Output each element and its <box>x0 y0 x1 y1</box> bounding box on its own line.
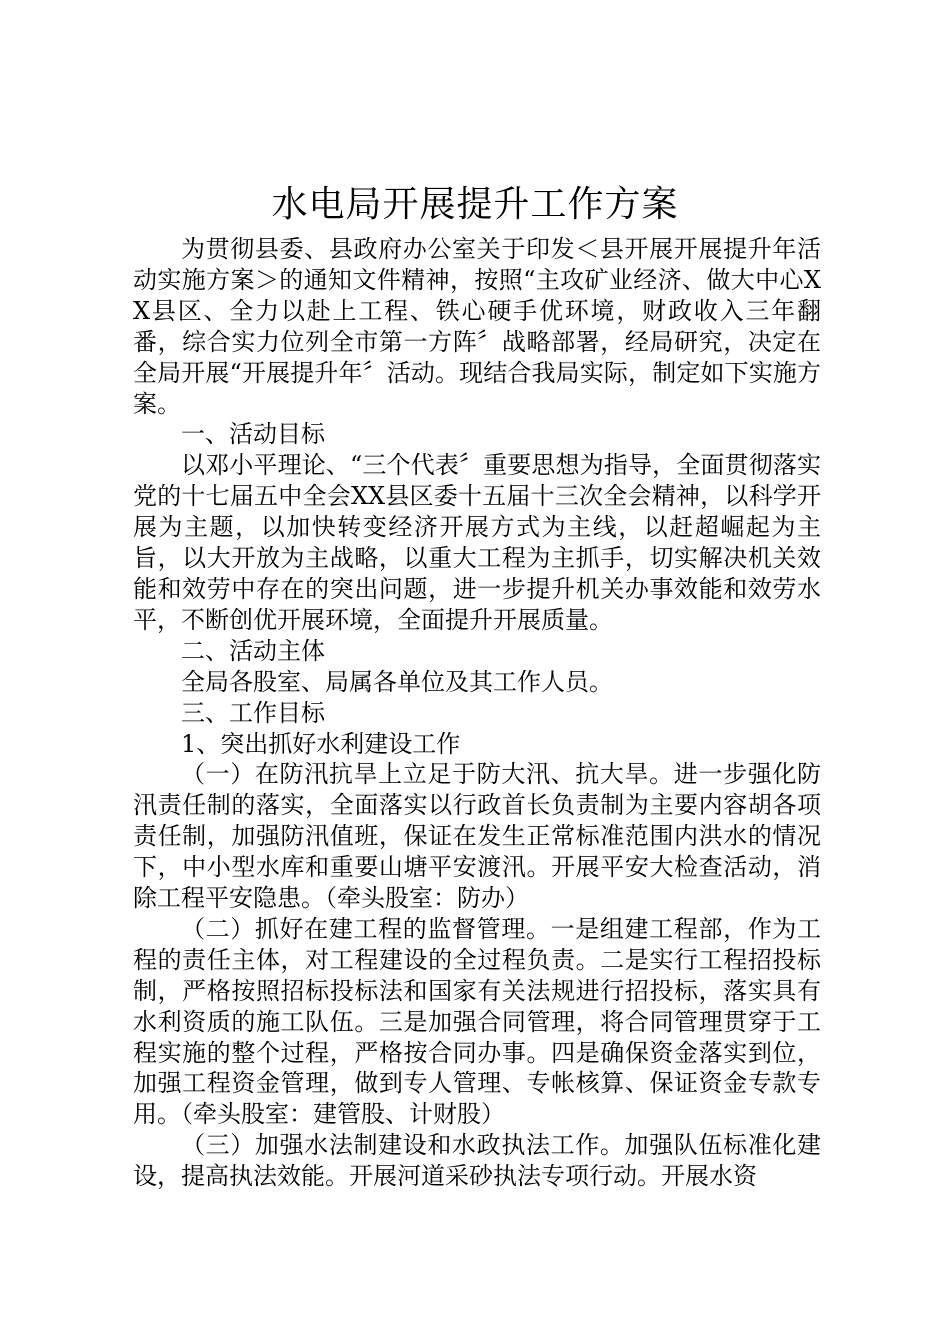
document-body <box>133 234 821 1192</box>
paragraph-project-supervision: （二）抓好在建工程的监督管理。一是组建工程部，作为工程的责任主体，对工程建设的全过程负责。二是实行工程招投标制，严格按照招标投标法和国家有关法规进行招投标，落实具有水利资质的施工队伍。三是加强合同管理，将合同管理贯穿于工程实施的整个过程，严格按合同办事。四是确保资金落实到位，加强工程资金管理，做到专人管理、专帐核算、保证资金专款专用。（牵头股室：建管股、计财股） <box>133 914 821 1129</box>
heading-work-goal: 三、工作目标 <box>181 698 325 727</box>
paragraph-flood-control: （一）在防汛抗旱上立足于防大汛、抗大旱。进一步强化防汛责任制的落实，全面落实以行政首长负责制为主要内容胡各项责任制，加强防汛值班，保证在发生正常标准范围内洪水的情况下，中小型水库和重要山塘平安渡汛。开展平安大检查活动，消除工程平安隐患。（牵头股室：防办） <box>133 760 821 913</box>
paragraph-intro: 为贯彻县委、县政府办公室关于印发＜县开展开展提升年活动实施方案＞的通知文件精神，按照“主攻矿业经济、做大中心XX县区、全力以赴上工程、铁心硬手优环境，财政收入三年翻番，综合实力位列全市第一方阵〞战略部署，经局研究，决定在全局开展“开展提升年〞活动。现结合我局实际，制定如下实施方案。 <box>133 235 821 418</box>
subheading-water-conservancy: 1、突出抓好水利建设工作 <box>181 729 461 758</box>
heading-activity-subject: 二、活动主体 <box>181 636 325 665</box>
paragraph-activity-goal: 以邓小平理论、“三个代表〞重要思想为指导，全面贯彻落实党的十七届五中全会XX县区委十五届十三次全会精神，以科学开展为主题，以加快转变经济开展方式为主线，以赶超崛起为主旨，以大开放为主战略，以重大工程为主抓手，切实解决机关效能和效劳中存在的突出问题，进一步提升机关办事效能和效劳水平，不断创优开展环境，全面提升开展质量。 <box>133 451 821 634</box>
heading-activity-goal: 一、活动目标 <box>181 420 325 449</box>
paragraph-activity-subject: 全局各股室、局属各单位及其工作人员。 <box>181 667 613 696</box>
paragraph-water-law: （三）加强水法制建设和水政执法工作。加强队伍标准化建设，提高执法效能。开展河道采砂执法专项行动。开展水资 <box>133 1131 821 1191</box>
document-title: 水电局开展提升工作方案 <box>271 184 679 225</box>
